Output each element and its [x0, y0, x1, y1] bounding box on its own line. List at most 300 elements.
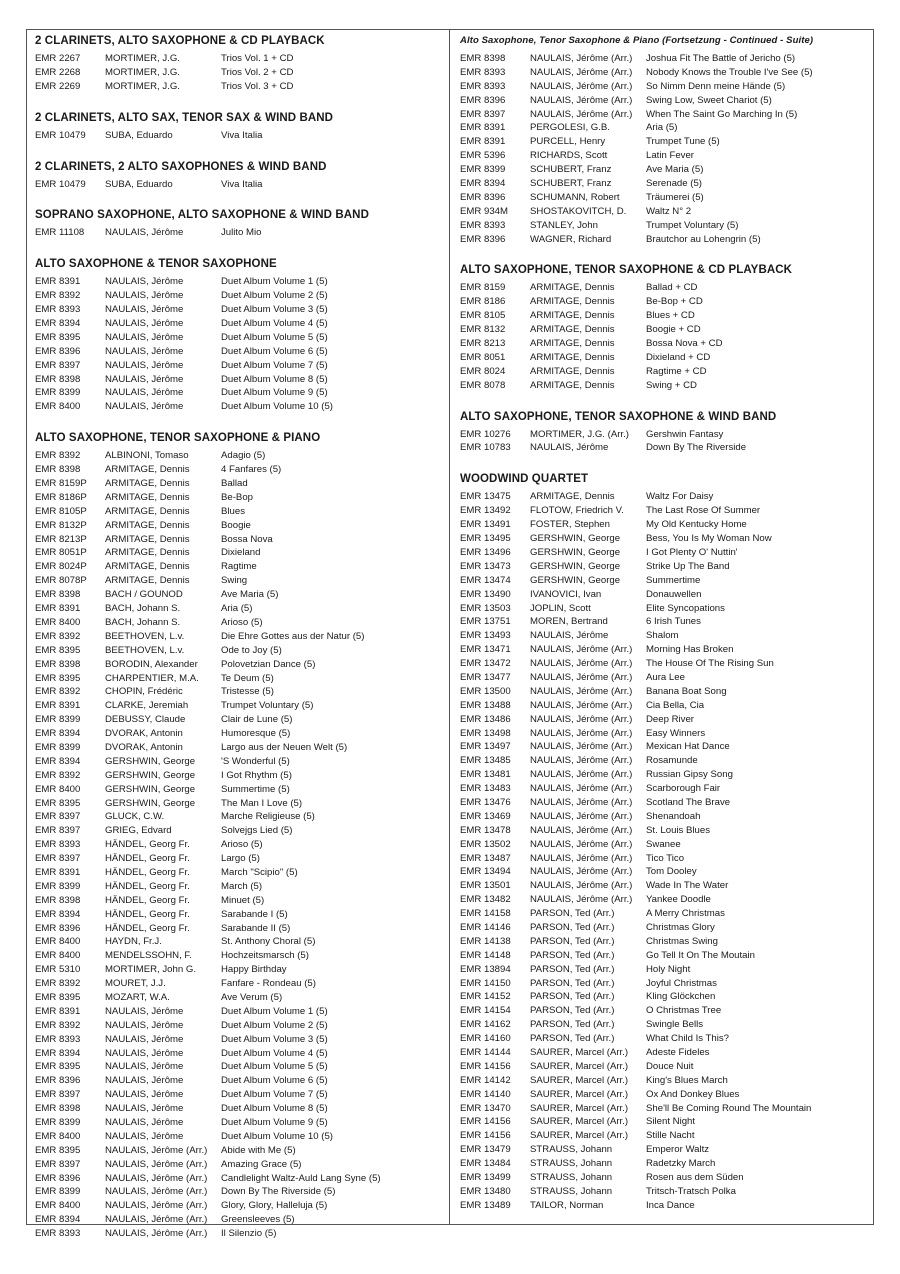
piece-title: Amazing Grace (5): [221, 1158, 302, 1170]
entry-list: [35, 226, 445, 240]
catalog-entry: [35, 866, 445, 880]
section-spacer: [35, 414, 445, 431]
composer-name: NAULAIS, Jérôme (Arr.): [530, 852, 633, 864]
catalog-number: EMR 8399: [35, 1186, 81, 1198]
composer-name: MENDELSSOHN, F.: [105, 950, 192, 962]
composer-name: WAGNER, Richard: [530, 233, 612, 245]
piece-title: She'll Be Coming Round The Mountain: [646, 1102, 812, 1114]
catalog-number: EMR 14156: [460, 1060, 511, 1072]
catalog-entry: [35, 491, 445, 505]
composer-name: BACH / GOUNOD: [105, 589, 183, 601]
piece-title: Kling Glöckchen: [646, 991, 716, 1003]
piece-title: Swing Low, Sweet Chariot (5): [646, 94, 772, 106]
composer-name: ARMITAGE, Dennis: [530, 282, 615, 294]
catalog-number: EMR 13498: [460, 727, 511, 739]
catalog-number: EMR 13481: [460, 769, 511, 781]
catalog-number: EMR 8186: [460, 296, 506, 308]
catalog-number: EMR 8399: [460, 164, 506, 176]
piece-title: Ode to Joy (5): [221, 644, 282, 656]
entry-list: [35, 178, 445, 192]
composer-name: BEETHOVEN, L.v.: [105, 630, 185, 642]
catalog-entry: [460, 838, 870, 852]
catalog-number: EMR 8078: [460, 379, 506, 391]
catalog-entry: [35, 574, 445, 588]
composer-name: PARSON, Ted (Arr.): [530, 1033, 615, 1045]
composer-name: ARMITAGE, Dennis: [105, 491, 190, 503]
catalog-number: EMR 8391: [35, 866, 81, 878]
catalog-entry: [35, 672, 445, 686]
catalog-entry: [460, 121, 870, 135]
piece-title: Be-Bop + CD: [646, 296, 703, 308]
piece-title: Mexican Hat Dance: [646, 741, 730, 753]
piece-title: Waltz N° 2: [646, 205, 692, 217]
catalog-entry: [460, 323, 870, 337]
catalog-entry: [460, 1143, 870, 1157]
piece-title: Banana Boat Song: [646, 685, 727, 697]
piece-title: Dixieland: [221, 547, 261, 559]
catalog-entry: [460, 990, 870, 1004]
piece-title: St. Louis Blues: [646, 824, 710, 836]
catalog-entry: [460, 810, 870, 824]
catalog-number: EMR 8395: [35, 1144, 81, 1156]
catalog-number: EMR 8398: [35, 464, 81, 476]
composer-name: NAULAIS, Jérôme: [105, 331, 184, 343]
composer-name: ARMITAGE, Dennis: [105, 519, 190, 531]
catalog-number: EMR 13484: [460, 1158, 511, 1170]
section-spacer: [460, 246, 870, 263]
catalog-number: EMR 8399: [35, 714, 81, 726]
catalog-number: EMR 8395: [35, 797, 81, 809]
piece-title: Swingle Bells: [646, 1019, 704, 1031]
piece-title: Tom Dooley: [646, 866, 697, 878]
composer-name: NAULAIS, Jérôme: [105, 1061, 184, 1073]
catalog-number: EMR 10783: [460, 442, 511, 454]
catalog-entry: [35, 373, 445, 387]
composer-name: NAULAIS, Jérôme (Arr.): [530, 80, 633, 92]
catalog-number: EMR 14158: [460, 908, 511, 920]
catalog-entry: [35, 1172, 445, 1186]
composer-name: NAULAIS, Jérôme (Arr.): [530, 644, 633, 656]
piece-title: 'S Wonderful (5): [221, 755, 290, 767]
catalog-number: EMR 5396: [460, 150, 506, 162]
catalog-entry: [460, 935, 870, 949]
piece-title: Die Ehre Gottes aus der Natur (5): [221, 630, 365, 642]
catalog-number: EMR 8392: [35, 1019, 81, 1031]
catalog-entry: [35, 505, 445, 519]
catalog-number: EMR 8398: [35, 894, 81, 906]
composer-name: ARMITAGE, Dennis: [105, 464, 190, 476]
piece-title: Holy Night: [646, 963, 691, 975]
catalog-entry: [35, 977, 445, 991]
catalog-entry: [35, 685, 445, 699]
piece-title: Christmas Swing: [646, 935, 718, 947]
piece-title: Ave Maria (5): [221, 589, 279, 601]
section-spacer: [35, 143, 445, 160]
piece-title: Duet Album Volume 10 (5): [221, 401, 333, 413]
composer-name: PARSON, Ted (Arr.): [530, 991, 615, 1003]
catalog-number: EMR 13470: [460, 1102, 511, 1114]
composer-name: MORTIMER, J.G. (Arr.): [530, 428, 629, 440]
catalog-entry: [460, 1157, 870, 1171]
piece-title: The House Of The Rising Sun: [646, 658, 774, 670]
composer-name: NAULAIS, Jérôme (Arr.): [530, 685, 633, 697]
catalog-entry: [460, 1102, 870, 1116]
catalog-entry: [35, 1005, 445, 1019]
composer-name: DVORAK, Antonin: [105, 728, 183, 740]
entry-list: [35, 449, 445, 1241]
composer-name: NAULAIS, Jérôme: [530, 442, 609, 454]
piece-title: Duet Album Volume 9 (5): [221, 387, 328, 399]
piece-title: Adagio (5): [221, 450, 266, 462]
catalog-entry: [460, 1060, 870, 1074]
piece-title: Arioso (5): [221, 839, 263, 851]
section-spacer: [35, 240, 445, 257]
piece-title: Joyful Christmas: [646, 977, 717, 989]
catalog-entry: [460, 768, 870, 782]
composer-name: ARMITAGE, Dennis: [105, 533, 190, 545]
piece-title: Russian Gipsy Song: [646, 769, 733, 781]
catalog-section: [35, 257, 445, 414]
piece-title: Ballad + CD: [646, 282, 698, 294]
catalog-entry: [35, 386, 445, 400]
piece-title: Ave Maria (5): [646, 164, 704, 176]
catalog-entry: [35, 226, 445, 240]
catalog-entry: [35, 810, 445, 824]
catalog-entry: [460, 963, 870, 977]
catalog-entry: [460, 615, 870, 629]
piece-title: Yankee Doodle: [646, 894, 711, 906]
catalog-number: EMR 14146: [460, 921, 511, 933]
piece-title: Duet Album Volume 5 (5): [221, 1061, 328, 1073]
catalog-number: EMR 13469: [460, 810, 511, 822]
catalog-entry: [460, 977, 870, 991]
piece-title: Duet Album Volume 3 (5): [221, 1033, 328, 1045]
piece-title: So Nimm Denn meine Hände (5): [646, 80, 786, 92]
piece-title: Trios Vol. 3 + CD: [221, 80, 294, 92]
piece-title: Humoresque (5): [221, 728, 291, 740]
catalog-number: EMR 8398: [460, 53, 506, 64]
composer-name: SAURER, Marcel (Arr.): [530, 1130, 629, 1142]
composer-name: PARSON, Ted (Arr.): [530, 935, 615, 947]
composer-name: NAULAIS, Jérôme: [105, 373, 184, 385]
catalog-number: EMR 8400: [35, 783, 81, 795]
piece-title: Träumerei (5): [646, 191, 704, 203]
composer-name: NAULAIS, Jérôme (Arr.): [105, 1144, 208, 1156]
composer-name: FOSTER, Stephen: [530, 519, 610, 531]
catalog-number: EMR 8392: [35, 978, 81, 990]
catalog-number: EMR 8394: [35, 728, 81, 740]
composer-name: CLARKE, Jeremiah: [105, 700, 189, 712]
piece-title: Clair de Lune (5): [221, 714, 293, 726]
piece-title: I Got Rhythm (5): [221, 769, 292, 781]
catalog-number: EMR 8396: [35, 1172, 81, 1184]
catalog-number: EMR 8395: [35, 1061, 81, 1073]
piece-title: Aria (5): [221, 603, 253, 615]
piece-title: Te Deum (5): [221, 672, 274, 684]
piece-title: Aria (5): [646, 122, 678, 134]
section-spacer: [35, 94, 445, 111]
composer-name: NAULAIS, Jérôme: [105, 290, 184, 302]
catalog-entry: [460, 379, 870, 393]
catalog-number: EMR 8398: [35, 589, 81, 601]
composer-name: TAILOR, Norman: [530, 1199, 604, 1211]
section-spacer: [35, 191, 445, 208]
piece-title: Rosamunde: [646, 755, 698, 767]
column-divider: [449, 29, 450, 1225]
catalog-entry: [460, 205, 870, 219]
composer-name: MOZART, W.A.: [105, 991, 170, 1003]
catalog-number: EMR 13474: [460, 574, 511, 586]
composer-name: STANLEY, John: [530, 219, 598, 231]
catalog-number: EMR 13497: [460, 741, 511, 753]
piece-title: Trumpet Voluntary (5): [646, 219, 739, 231]
piece-title: Trumpet Voluntary (5): [221, 700, 314, 712]
catalog-entry: [35, 463, 445, 477]
composer-name: PARSON, Ted (Arr.): [530, 949, 615, 961]
piece-title: Go Tell It On The Moutain: [646, 949, 755, 961]
catalog-number: EMR 2267: [35, 53, 81, 64]
composer-name: GERSHWIN, George: [105, 783, 196, 795]
catalog-entry: [460, 149, 870, 163]
composer-name: PARSON, Ted (Arr.): [530, 1005, 615, 1017]
catalog-number: EMR 8396: [460, 94, 506, 106]
composer-name: SAURER, Marcel (Arr.): [530, 1047, 629, 1058]
catalog-number: EMR 8400: [35, 401, 81, 413]
catalog-entry: [460, 532, 870, 546]
catalog-number: EMR 13491: [460, 519, 511, 531]
piece-title: Duet Album Volume 6 (5): [221, 1075, 328, 1087]
catalog-number: EMR 14152: [460, 991, 511, 1003]
composer-name: NAULAIS, Jérôme (Arr.): [530, 727, 633, 739]
composer-name: ARMITAGE, Dennis: [105, 561, 190, 573]
composer-name: HÄNDEL, Georg Fr.: [105, 853, 190, 865]
composer-name: NAULAIS, Jérôme: [105, 1130, 184, 1142]
composer-name: IVANOVICI, Ivan: [530, 588, 602, 600]
catalog-number: EMR 8391: [460, 136, 506, 148]
catalog-entry: [460, 191, 870, 205]
catalog-entry: [460, 546, 870, 560]
catalog-entry: [35, 922, 445, 936]
piece-title: Scotland The Brave: [646, 796, 731, 808]
catalog-number: EMR 13473: [460, 560, 511, 572]
piece-title: Douce Nuit: [646, 1060, 694, 1072]
catalog-entry: [460, 1185, 870, 1199]
catalog-entry: [460, 518, 870, 532]
piece-title: Minuet (5): [221, 894, 265, 906]
catalog-entry: [35, 741, 445, 755]
composer-name: CHOPIN, Frédéric: [105, 686, 183, 698]
catalog-number: EMR 14142: [460, 1074, 511, 1086]
catalog-entry: [460, 295, 870, 309]
composer-name: ARMITAGE, Dennis: [105, 547, 190, 559]
catalog-number: EMR 10276: [460, 428, 511, 440]
catalog-number: EMR 13488: [460, 699, 511, 711]
catalog-number: EMR 8392: [35, 686, 81, 698]
catalog-entry: [35, 991, 445, 1005]
piece-title: Bossa Nova + CD: [646, 338, 723, 350]
catalog-entry: [460, 754, 870, 768]
catalog-number: EMR 8078P: [35, 575, 87, 587]
piece-title: Swing + CD: [646, 379, 697, 391]
catalog-number: EMR 8392: [35, 769, 81, 781]
catalog-entry: [35, 66, 445, 80]
composer-name: SUBA, Eduardo: [105, 178, 173, 190]
composer-name: MOURET, J.J.: [105, 978, 166, 990]
catalog-entry: [460, 428, 870, 442]
catalog-number: EMR 8399: [35, 387, 81, 399]
catalog-number: EMR 8159: [460, 282, 506, 294]
piece-title: Largo (5): [221, 853, 260, 865]
composer-name: SUBA, Eduardo: [105, 129, 173, 141]
catalog-number: EMR 8397: [35, 825, 81, 837]
piece-title: Happy Birthday: [221, 964, 287, 976]
catalog-number: EMR 8391: [35, 603, 81, 615]
catalog-entry: [35, 359, 445, 373]
catalog-entry: [35, 1047, 445, 1061]
catalog-number: EMR 8396: [460, 191, 506, 203]
catalog-entry: [460, 219, 870, 233]
piece-title: Adeste Fideles: [646, 1047, 710, 1058]
piece-title: My Old Kentucky Home: [646, 519, 747, 531]
catalog-number: EMR 13503: [460, 602, 511, 614]
piece-title: Duet Album Volume 9 (5): [221, 1117, 328, 1128]
section-heading: WOODWIND QUARTET: [460, 473, 589, 486]
composer-name: NAULAIS, Jérôme: [105, 1075, 184, 1087]
catalog-number: EMR 13500: [460, 685, 511, 697]
composer-name: PARSON, Ted (Arr.): [530, 908, 615, 920]
composer-name: MORTIMER, J.G.: [105, 53, 180, 64]
composer-name: NAULAIS, Jérôme (Arr.): [530, 94, 633, 106]
catalog-entry: [460, 1074, 870, 1088]
piece-title: Easy Winners: [646, 727, 706, 739]
composer-name: HÄNDEL, Georg Fr.: [105, 922, 190, 934]
catalog-number: EMR 14150: [460, 977, 511, 989]
catalog-entry: [460, 504, 870, 518]
piece-title: March "Scipio" (5): [221, 866, 298, 878]
catalog-number: EMR 13478: [460, 824, 511, 836]
catalog-number: EMR 8394: [35, 1214, 81, 1226]
catalog-number: EMR 8394: [35, 1047, 81, 1059]
catalog-number: EMR 8393: [35, 304, 81, 316]
catalog-number: EMR 13482: [460, 894, 511, 906]
catalog-entry: [35, 1185, 445, 1199]
composer-name: HÄNDEL, Georg Fr.: [105, 908, 190, 920]
piece-title: Duet Album Volume 4 (5): [221, 1047, 328, 1059]
composer-name: JOPLIN, Scott: [530, 602, 591, 614]
composer-name: ARMITAGE, Dennis: [530, 310, 615, 322]
composer-name: NAULAIS, Jérôme: [105, 1005, 184, 1017]
piece-title: Duet Album Volume 6 (5): [221, 345, 328, 357]
piece-title: St. Anthony Choral (5): [221, 936, 316, 948]
catalog-number: EMR 8394: [35, 755, 81, 767]
piece-title: Trios Vol. 2 + CD: [221, 66, 294, 78]
composer-name: NAULAIS, Jérôme (Arr.): [530, 66, 633, 78]
piece-title: Duet Album Volume 7 (5): [221, 1089, 328, 1101]
composer-name: NAULAIS, Jérôme (Arr.): [530, 108, 633, 120]
composer-name: STRAUSS, Johann: [530, 1185, 613, 1197]
catalog-number: EMR 13501: [460, 880, 511, 892]
piece-title: Down By The Riverside (5): [221, 1186, 336, 1198]
composer-name: GERSHWIN, George: [530, 560, 621, 572]
catalog-number: EMR 14140: [460, 1088, 511, 1100]
piece-title: Il Silenzio (5): [221, 1228, 277, 1240]
catalog-entry: [460, 921, 870, 935]
catalog-number: EMR 8024P: [35, 561, 87, 573]
catalog-number: EMR 13472: [460, 658, 511, 670]
piece-title: Polovetzian Dance (5): [221, 658, 316, 670]
piece-title: Sarabande II (5): [221, 922, 291, 934]
catalog-number: EMR 14138: [460, 935, 511, 947]
piece-title: Waltz For Daisy: [646, 491, 714, 503]
catalog-number: EMR 13494: [460, 866, 511, 878]
piece-title: O Christmas Tree: [646, 1005, 722, 1017]
composer-name: NAULAIS, Jérôme: [105, 1089, 184, 1101]
composer-name: ARMITAGE, Dennis: [530, 338, 615, 350]
catalog-number: EMR 934M: [460, 205, 508, 217]
catalog-entry: [460, 782, 870, 796]
piece-title: Duet Album Volume 2 (5): [221, 290, 328, 302]
composer-name: NAULAIS, Jérôme: [105, 304, 184, 316]
piece-title: Ox And Donkey Blues: [646, 1088, 740, 1100]
catalog-entry: [460, 135, 870, 149]
catalog-entry: [460, 351, 870, 365]
composer-name: NAULAIS, Jérôme: [105, 276, 184, 288]
catalog-entry: [460, 602, 870, 616]
composer-name: NAULAIS, Jérôme (Arr.): [530, 713, 633, 725]
composer-name: GERSHWIN, George: [530, 574, 621, 586]
catalog-number: EMR 13493: [460, 630, 511, 642]
piece-title: Glory, Glory, Halleluja (5): [221, 1200, 328, 1212]
catalog-section: [35, 111, 445, 143]
catalog-entry: [460, 852, 870, 866]
catalog-entry: [460, 1088, 870, 1102]
catalog-number: EMR 2269: [35, 80, 81, 92]
piece-title: Ave Verum (5): [221, 991, 283, 1003]
piece-title: Candlelight Waltz-Auld Lang Syne (5): [221, 1172, 381, 1184]
catalog-entry: [35, 616, 445, 630]
piece-title: Strike Up The Band: [646, 560, 730, 572]
catalog-number: EMR 8397: [35, 359, 81, 371]
catalog-entry: [460, 865, 870, 879]
composer-name: NAULAIS, Jérôme (Arr.): [530, 810, 633, 822]
piece-title: When The Saint Go Marching In (5): [646, 108, 798, 120]
composer-name: NAULAIS, Jérôme: [105, 1103, 184, 1115]
catalog-entry: [35, 178, 445, 192]
catalog-section: [460, 263, 870, 392]
piece-title: Serenade (5): [646, 178, 702, 190]
composer-name: NAULAIS, Jérôme (Arr.): [530, 658, 633, 670]
composer-name: NAULAIS, Jérôme (Arr.): [105, 1228, 208, 1240]
composer-name: MORTIMER, John G.: [105, 964, 196, 976]
catalog-entry: [35, 546, 445, 560]
catalog-number: EMR 14144: [460, 1047, 511, 1058]
catalog-number: EMR 13502: [460, 838, 511, 850]
catalog-number: EMR 8395: [35, 644, 81, 656]
catalog-entry: [35, 935, 445, 949]
piece-title: Swing: [221, 575, 248, 587]
catalog-entry: [460, 1032, 870, 1046]
composer-name: NAULAIS, Jérôme: [105, 387, 184, 399]
catalog-entry: [460, 1171, 870, 1185]
catalog-number: EMR 13483: [460, 783, 511, 795]
catalog-entry: [460, 671, 870, 685]
section-spacer: [460, 455, 870, 472]
piece-title: Duet Album Volume 2 (5): [221, 1019, 328, 1031]
composer-name: SHOSTAKOVITCH, D.: [530, 205, 627, 217]
catalog-entry: [35, 275, 445, 289]
catalog-entry: [35, 658, 445, 672]
piece-title: Julito Mio: [221, 227, 262, 239]
